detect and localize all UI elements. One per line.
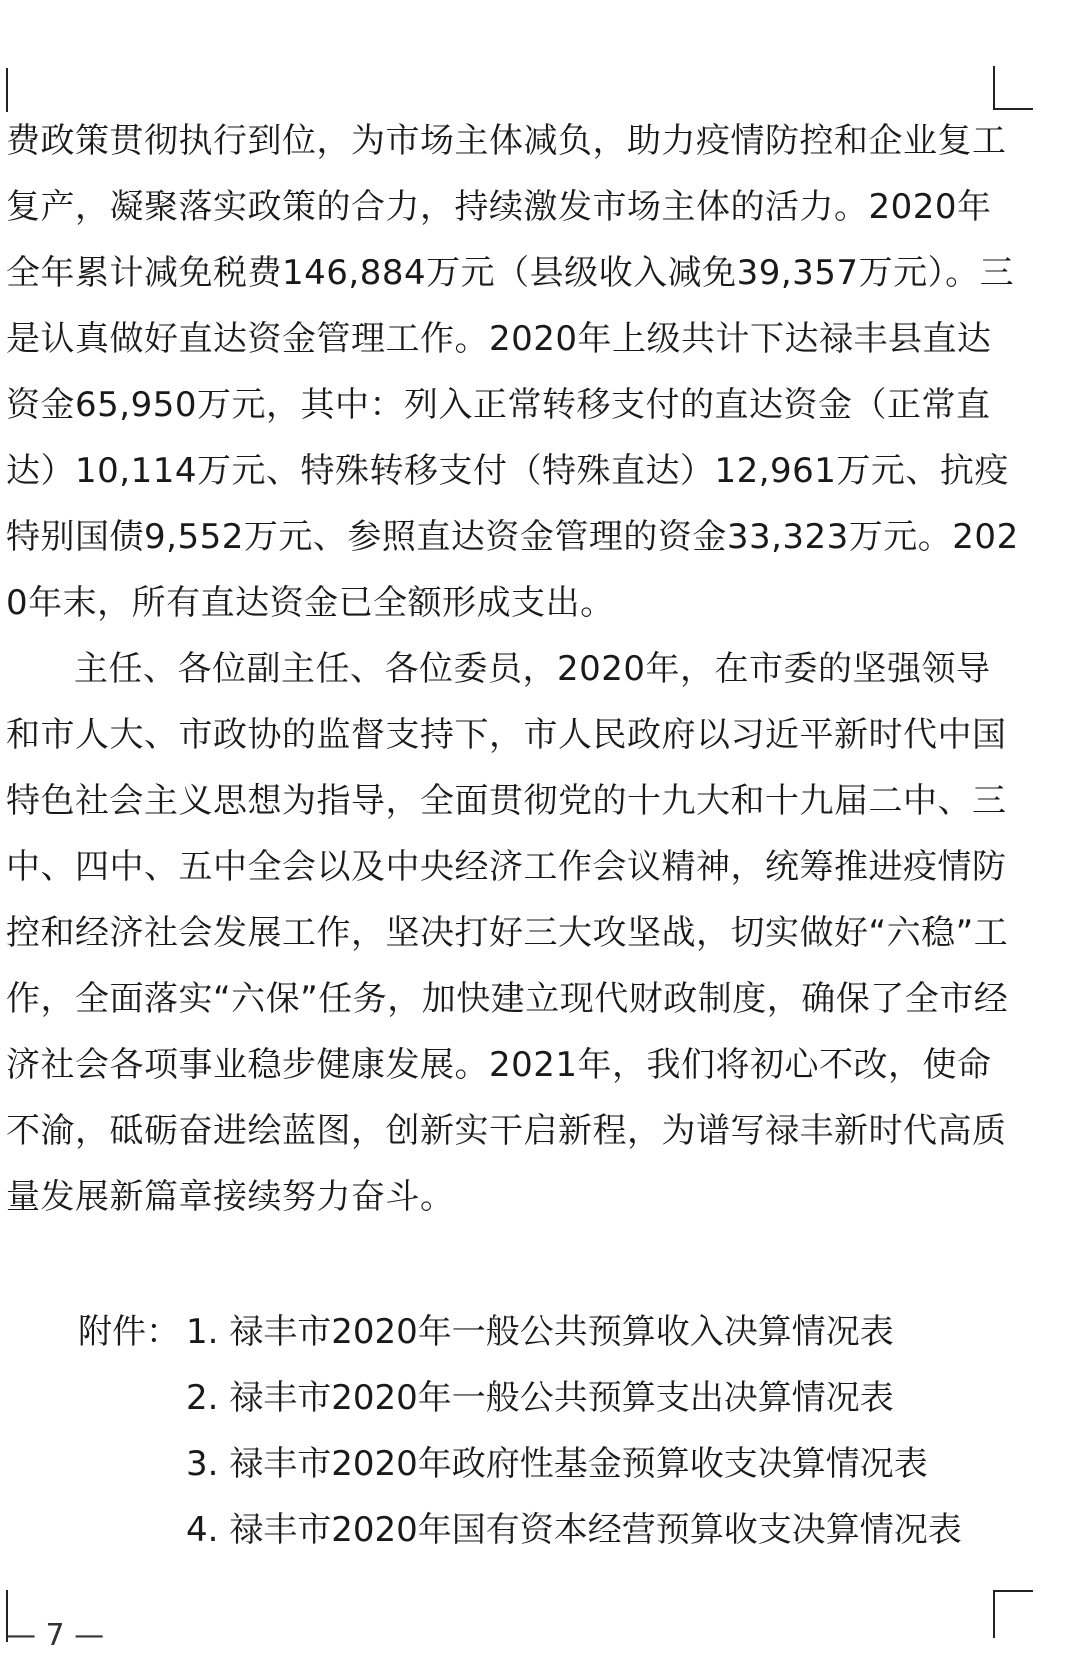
text-line: 资金65,950万元，其中：列入正常转移支付的直达资金（正常直 [6, 385, 991, 425]
text-line: 0年末，所有直达资金已全额形成支出。 [6, 583, 615, 623]
crop-mark-top-left [6, 68, 8, 112]
body-text [6, 108, 1019, 1230]
attachments-label: 附件： [78, 1312, 180, 1352]
attachment-item [6, 1497, 1006, 1563]
attachment-title: 2. 禄丰市2020年一般公共预算支出决算情况表 [186, 1378, 894, 1418]
text-line: 和市人大、市政协的监督支持下，市人民政府以习近平新时代中国 [6, 715, 1007, 755]
attachment-title: 1. 禄丰市2020年一般公共预算收入决算情况表 [186, 1312, 894, 1352]
text-line: 不渝，砥砺奋进绘蓝图，创新实干启新程，为谱写禄丰新时代高质 [6, 1111, 1007, 1151]
text-line: 济社会各项事业稳步健康发展。2021年，我们将初心不改，使命 [6, 1045, 992, 1085]
text-line: 全年累计减免税费146,884万元（县级收入减免39,357万元）。三 [6, 253, 1015, 293]
text-line: 控和经济社会发展工作，坚决打好三大攻坚战，切实做好“六稳”工 [6, 913, 1009, 953]
text-line: 量发展新篇章接续努力奋斗。 [6, 1177, 455, 1217]
text-line: 特色社会主义思想为指导，全面贯彻党的十九大和十九届二中、三 [6, 781, 1007, 821]
attachment-item [6, 1365, 1006, 1431]
crop-mark-bottom-right [993, 1590, 1033, 1638]
text-line: 费政策贯彻执行到位，为市场主体减负，助力疫情防控和企业复工 [6, 121, 1007, 161]
text-line: 特别国债9,552万元、参照直达资金管理的资金33,323万元。202 [6, 517, 1019, 557]
attachments-list [6, 1299, 1006, 1563]
attachment-item [6, 1299, 1006, 1365]
page-number: — 7 — [6, 1618, 105, 1653]
text-line: 复产，凝聚落实政策的合力，持续激发市场主体的活力。2020年 [6, 187, 992, 227]
attachment-item [6, 1431, 1006, 1497]
attachment-title: 4. 禄丰市2020年国有资本经营预算收支决算情况表 [186, 1510, 962, 1550]
text-line: 中、四中、五中全会以及中央经济工作会议精神，统筹推进疫情防 [6, 847, 1007, 887]
text-line: 是认真做好直达资金管理工作。2020年上级共计下达禄丰县直达 [6, 319, 992, 359]
text-line: 作，全面落实“六保”任务，加快建立现代财政制度，确保了全市经 [6, 979, 1009, 1019]
paragraph-first-line: 主任、各位副主任、各位委员，2020年，在市委的坚强领导 [74, 649, 991, 689]
text-line: 达）10,114万元、特殊转移支付（特殊直达）12,961万元、抗疫 [6, 451, 1009, 491]
crop-mark-top-right [993, 66, 1033, 110]
attachment-title: 3. 禄丰市2020年政府性基金预算收支决算情况表 [186, 1444, 928, 1484]
